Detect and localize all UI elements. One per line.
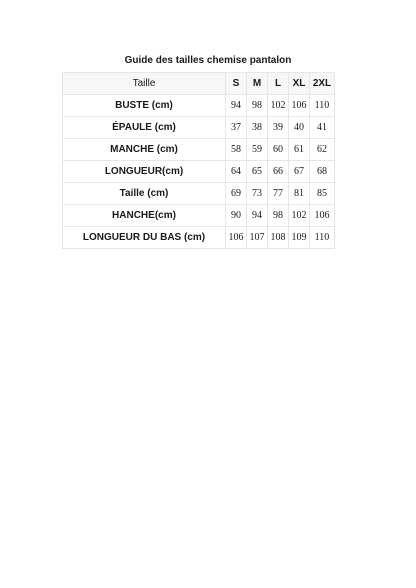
table-row bbox=[63, 161, 335, 183]
table-cell: 73 bbox=[247, 183, 268, 205]
table-cell: 110 bbox=[310, 95, 335, 117]
table-cell: 61 bbox=[289, 139, 310, 161]
table-cell: 60 bbox=[268, 139, 289, 161]
table-cell: 94 bbox=[247, 205, 268, 227]
table-cell: 68 bbox=[310, 161, 335, 183]
table-cell: 85 bbox=[310, 183, 335, 205]
table-cell: 106 bbox=[310, 205, 335, 227]
table-cell: 98 bbox=[268, 205, 289, 227]
row-label: ÉPAULE (cm) bbox=[63, 117, 226, 139]
table-cell: 77 bbox=[268, 183, 289, 205]
table-cell: 59 bbox=[247, 139, 268, 161]
table-cell: 40 bbox=[289, 117, 310, 139]
table-cell: 39 bbox=[268, 117, 289, 139]
table-cell: 65 bbox=[247, 161, 268, 183]
row-label: BUSTE (cm) bbox=[63, 95, 226, 117]
table-cell: 37 bbox=[226, 117, 247, 139]
table-cell: 41 bbox=[310, 117, 335, 139]
header-size-m: M bbox=[247, 73, 268, 95]
header-size-l: L bbox=[268, 73, 289, 95]
table-cell: 67 bbox=[289, 161, 310, 183]
header-size-2xl: 2XL bbox=[310, 73, 335, 95]
table-row bbox=[63, 117, 335, 139]
table-row bbox=[63, 183, 335, 205]
table-cell: 38 bbox=[247, 117, 268, 139]
table-row bbox=[63, 95, 335, 117]
row-label: MANCHE (cm) bbox=[63, 139, 226, 161]
table-row bbox=[63, 205, 335, 227]
row-label: LONGUEUR(cm) bbox=[63, 161, 226, 183]
header-size-xl: XL bbox=[289, 73, 310, 95]
table-cell: 106 bbox=[226, 227, 247, 249]
table-cell: 106 bbox=[289, 95, 310, 117]
table-cell: 64 bbox=[226, 161, 247, 183]
row-label: LONGUEUR DU BAS (cm) bbox=[63, 227, 226, 249]
table-cell: 107 bbox=[247, 227, 268, 249]
table-cell: 90 bbox=[226, 205, 247, 227]
table-cell: 62 bbox=[310, 139, 335, 161]
table-cell: 102 bbox=[268, 95, 289, 117]
row-label: Taille (cm) bbox=[63, 183, 226, 205]
header-corner-label: Taille bbox=[63, 73, 226, 95]
table-cell: 98 bbox=[247, 95, 268, 117]
table-row bbox=[63, 227, 335, 249]
table-header-row bbox=[63, 73, 335, 95]
table-cell: 108 bbox=[268, 227, 289, 249]
table-cell: 69 bbox=[226, 183, 247, 205]
table-cell: 66 bbox=[268, 161, 289, 183]
table-cell: 109 bbox=[289, 227, 310, 249]
table-cell: 58 bbox=[226, 139, 247, 161]
header-size-s: S bbox=[226, 73, 247, 95]
size-chart-table bbox=[62, 72, 335, 249]
row-label: HANCHE(cm) bbox=[63, 205, 226, 227]
table-cell: 81 bbox=[289, 183, 310, 205]
table-row bbox=[63, 139, 335, 161]
page-title: Guide des tailles chemise pantalon bbox=[124, 55, 292, 66]
table-cell: 110 bbox=[310, 227, 335, 249]
table-cell: 102 bbox=[289, 205, 310, 227]
table-cell: 94 bbox=[226, 95, 247, 117]
